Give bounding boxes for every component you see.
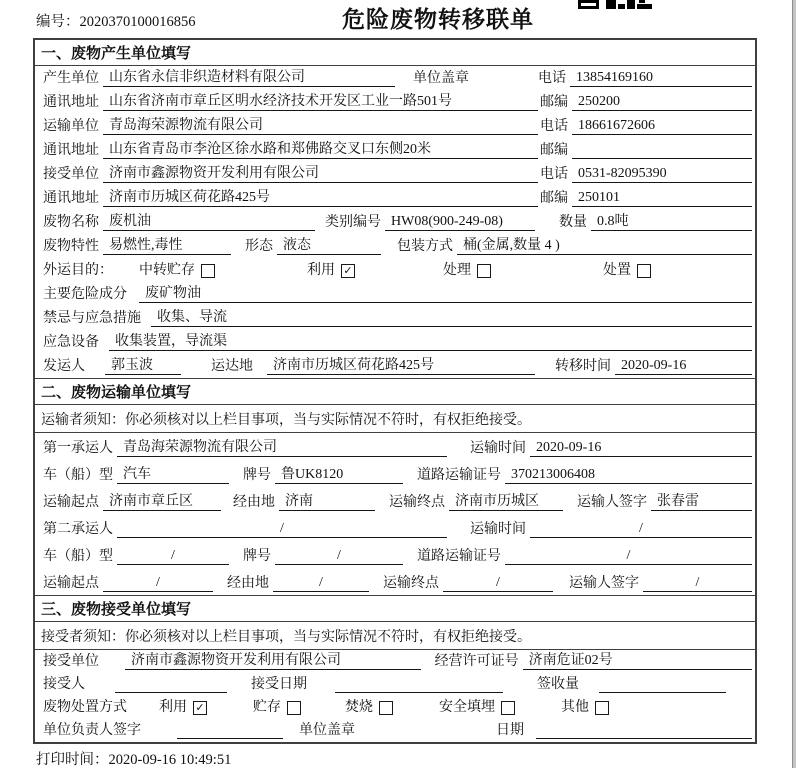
- row-receiver-address: [35, 186, 755, 210]
- road-permit1-value: 370213006408: [505, 466, 752, 484]
- disposal-store-label: 贮存: [253, 700, 281, 715]
- route2-end-label: 运输终点: [383, 576, 439, 591]
- road-permit1-label: 道路运输证号: [417, 468, 501, 483]
- row-responsible-sign: [35, 719, 755, 742]
- transport-address-value: 山东省青岛市李沧区徐水路和郑佛路交叉口东侧20米: [103, 141, 538, 159]
- checkbox-transfer-storage: [139, 262, 215, 279]
- section-transport-title: 二、废物运输单位填写: [35, 378, 755, 405]
- waste-name-label: 废物名称: [43, 215, 99, 230]
- disposal-other-checkbox-icon: [595, 701, 609, 715]
- section-transport: [35, 378, 755, 595]
- treat-checkbox-icon: [477, 264, 491, 278]
- transport-unit-value: 青岛海荣源物流有限公司: [103, 117, 538, 135]
- sign-qty-label: 签收量: [537, 677, 579, 692]
- checkbox-disposal-other: [561, 699, 609, 716]
- doc-number-label: 编号：: [36, 14, 80, 30]
- disposal-other-label: 其他: [561, 700, 589, 715]
- row-producer-address: [35, 90, 755, 114]
- disposal-method-label: 废物处置方式: [43, 700, 127, 715]
- waste-name-value: 废机油: [103, 213, 315, 231]
- utilize-checkbox-icon: ✓: [341, 264, 355, 278]
- waste-qty-value: 0.8吨: [591, 213, 752, 231]
- hazard-component-value: 废矿物油: [139, 285, 752, 303]
- checkbox-disposal-landfill: [439, 699, 515, 716]
- disposal-utilize-checkbox-icon: ✓: [193, 701, 207, 715]
- section-producer-title: 一、废物产生单位填写: [35, 40, 755, 66]
- row-hazard-component: [35, 282, 755, 306]
- waste-category-value: HW08(900-249-08): [385, 213, 535, 231]
- section-producer: [35, 40, 755, 378]
- destination-label: 运达地: [211, 359, 253, 374]
- accept-unit-value: 济南市鑫源物资开发利用有限公司: [125, 652, 421, 670]
- accept-date-label: 接受日期: [251, 677, 307, 692]
- route1-sign-value: 张春雷: [651, 493, 752, 511]
- hazard-component-label: 主要危险成分: [43, 287, 127, 302]
- receiver-address-label: 通讯地址: [43, 191, 99, 206]
- acceptor-value: [115, 692, 227, 693]
- vehicle1-type-value: 汽车: [117, 466, 229, 484]
- route2-sign-label: 运输人签字: [569, 576, 639, 591]
- route1-via-label: 经由地: [233, 495, 275, 510]
- row-emergency-equipment: [35, 330, 755, 354]
- disposal-burn-label: 焚烧: [345, 700, 373, 715]
- receiver-address-value: 济南市历城区荷花路425号: [103, 189, 538, 207]
- row-taboo-measures: [35, 306, 755, 330]
- transport-phone-value: 18661672606: [572, 117, 752, 135]
- producer-address-label: 通讯地址: [43, 95, 99, 110]
- license-label: 经营许可证号: [434, 654, 519, 669]
- dispose-checkbox-icon: [637, 264, 651, 278]
- route2-end-value: /: [443, 574, 553, 592]
- receiver-phone-label: 电话: [539, 167, 568, 182]
- waste-form-value: 液态: [277, 237, 381, 255]
- road-permit2-label: 道路运输证号: [417, 549, 501, 564]
- producer-address-value: 山东省济南市章丘区明水经济技术开发区工业一路501号: [103, 93, 538, 111]
- pack-method-value: 桶(金属,数量 4 ): [457, 237, 752, 255]
- doc-number-value: 2020370100016856: [79, 14, 196, 30]
- first-carrier-value: 青岛海荣源物流有限公司: [117, 439, 447, 457]
- dispatcher-label: 发运人: [43, 359, 85, 374]
- vehicle2-type-label: 车（船）型: [43, 549, 113, 564]
- license-value: 济南危证02号: [523, 652, 752, 670]
- destination-value: 济南市历城区荷花路425号: [267, 357, 535, 375]
- receiver-notice: 接受者须知：你必须核对以上栏目事项，当与实际情况不符时，有权拒绝接受。: [35, 622, 755, 650]
- transport-notice: 运输者须知：你必须核对以上栏目事项，当与实际情况不符时，有权拒绝接受。: [35, 405, 755, 433]
- unit-seal2-label: 单位盖章: [299, 723, 355, 738]
- utilize-label: 利用: [307, 263, 335, 278]
- accept-date-value: [335, 692, 503, 693]
- transfer-time-value: 2020-09-16: [615, 357, 752, 375]
- producer-zip-value: 250200: [572, 93, 752, 111]
- plate2-label: 牌号: [243, 549, 271, 564]
- print-time: [36, 748, 231, 768]
- producer-phone-value: 13854169160: [570, 69, 752, 87]
- route2-start-value: /: [103, 574, 213, 592]
- route1-via-value: 济南: [279, 493, 375, 511]
- dispose-label: 处置: [603, 263, 631, 278]
- row-producer-unit: [35, 66, 755, 90]
- transport-phone-label: 电话: [539, 119, 568, 134]
- transport-zip-label: 邮编: [539, 143, 568, 158]
- section-receiver-title: 三、废物接受单位填写: [35, 595, 755, 622]
- disposal-store-checkbox-icon: [287, 701, 301, 715]
- checkbox-disposal-store: [253, 699, 301, 716]
- producer-zip-label: 邮编: [539, 95, 568, 110]
- plate1-label: 牌号: [243, 468, 271, 483]
- transfer-storage-label: 中转贮存: [139, 263, 195, 278]
- route2-start-label: 运输起点: [43, 576, 99, 591]
- route2-via-label: 经由地: [227, 576, 269, 591]
- checkbox-disposal-burn: [345, 699, 393, 716]
- row-first-carrier: [35, 433, 755, 460]
- row-waste-name: [35, 210, 755, 234]
- unit-seal-label: 单位盖章: [413, 71, 469, 86]
- checkbox-disposal-utilize: [159, 699, 207, 716]
- route1-end-label: 运输终点: [389, 495, 445, 510]
- route2-via-value: /: [273, 574, 369, 592]
- vehicle2-type-value: /: [117, 547, 229, 565]
- pack-method-label: 包装方式: [397, 239, 453, 254]
- plate2-value: /: [275, 547, 403, 565]
- row-transport-address: [35, 138, 755, 162]
- manifest-form: [33, 38, 757, 744]
- print-time-label: 打印时间：: [36, 752, 109, 768]
- transport-time2-label: 运输时间: [470, 522, 526, 537]
- transport-time1-label: 运输时间: [470, 441, 526, 456]
- acceptor-label: 接受人: [43, 677, 85, 692]
- transfer-time-label: 转移时间: [555, 359, 611, 374]
- responsible-sign-label: 单位负责人签字: [43, 723, 141, 738]
- sign-qty-value: [599, 692, 726, 693]
- checkbox-utilize: [307, 262, 355, 279]
- row-acceptor: [35, 673, 755, 696]
- receiver-zip-label: 邮编: [539, 191, 568, 206]
- taboo-measures-label: 禁忌与应急措施: [43, 311, 141, 326]
- plate1-value: 鲁UK8120: [275, 466, 403, 484]
- disposal-burn-checkbox-icon: [379, 701, 393, 715]
- dispatcher-value: 郭玉波: [105, 357, 181, 375]
- first-carrier-label: 第一承运人: [43, 441, 113, 456]
- transport-time2-value: /: [530, 520, 752, 538]
- emergency-equipment-value: 收集装置，导流渠: [109, 333, 752, 351]
- producer-phone-label: 电话: [538, 71, 566, 86]
- route1-sign-label: 运输人签字: [577, 495, 647, 510]
- row-vehicle1: [35, 460, 755, 487]
- waste-category-label: 类别编号: [325, 215, 381, 230]
- emergency-equipment-label: 应急设备: [43, 335, 99, 350]
- route2-sign-value: /: [643, 574, 752, 592]
- window-right-edge: [792, 0, 796, 768]
- receiver-unit-label: 接受单位: [43, 167, 99, 182]
- row-vehicle2: [35, 541, 755, 568]
- receiver-zip-value: 250101: [572, 189, 752, 207]
- row-route1: [35, 487, 755, 514]
- row-disposal-method: [35, 696, 755, 719]
- taboo-measures-value: 收集、导流: [151, 309, 752, 327]
- waste-character-label: 废物特性: [43, 239, 99, 254]
- transport-zip-value: [572, 158, 752, 159]
- route1-start-label: 运输起点: [43, 495, 99, 510]
- row-dispatch: [35, 354, 755, 378]
- row-route2: [35, 568, 755, 595]
- sign-date-label: 日期: [496, 723, 524, 738]
- row-receiver-unit: [35, 162, 755, 186]
- treat-label: 处理: [443, 263, 471, 278]
- section-receiver: [35, 595, 755, 742]
- producer-unit-value: 山东省永信非织造材料有限公司: [103, 69, 395, 87]
- producer-unit-label: 产生单位: [43, 71, 99, 86]
- waste-character-value: 易燃性,毒性: [103, 237, 231, 255]
- checkbox-treat: [443, 262, 491, 279]
- row-transport-unit: [35, 114, 755, 138]
- route1-start-value: 济南市章丘区: [103, 493, 221, 511]
- transfer-purpose-label: 外运目的：: [43, 263, 113, 278]
- row-transfer-purpose: [35, 258, 755, 282]
- print-time-value: 2020-09-16 10:49:51: [108, 752, 232, 768]
- qr-code-fragment: [578, 0, 652, 9]
- route1-end-value: 济南市历城区: [449, 493, 563, 511]
- checkbox-dispose: [603, 262, 651, 279]
- waste-qty-label: 数量: [559, 215, 587, 230]
- transport-unit-label: 运输单位: [43, 119, 99, 134]
- responsible-sign-value: [177, 738, 283, 739]
- road-permit2-value: /: [505, 547, 752, 565]
- accept-unit-label: 接受单位: [43, 654, 99, 669]
- row-accept-unit: [35, 650, 755, 673]
- vehicle1-type-label: 车（船）型: [43, 468, 113, 483]
- disposal-landfill-checkbox-icon: [501, 701, 515, 715]
- transport-address-label: 通讯地址: [43, 143, 99, 158]
- disposal-utilize-label: 利用: [159, 700, 187, 715]
- transfer-storage-checkbox-icon: [201, 264, 215, 278]
- disposal-landfill-label: 安全填埋: [439, 700, 495, 715]
- sign-date-value: [536, 738, 752, 739]
- second-carrier-label: 第二承运人: [43, 522, 113, 537]
- row-second-carrier: [35, 514, 755, 541]
- receiver-unit-value: 济南市鑫源物资开发利用有限公司: [103, 165, 538, 183]
- row-waste-character: [35, 234, 755, 258]
- waste-form-label: 形态: [245, 239, 273, 254]
- page-title: 危险废物转移联单: [342, 7, 534, 32]
- second-carrier-value: /: [117, 520, 447, 538]
- transport-time1-value: 2020-09-16: [530, 439, 752, 457]
- receiver-phone-value: 0531-82095390: [572, 165, 752, 183]
